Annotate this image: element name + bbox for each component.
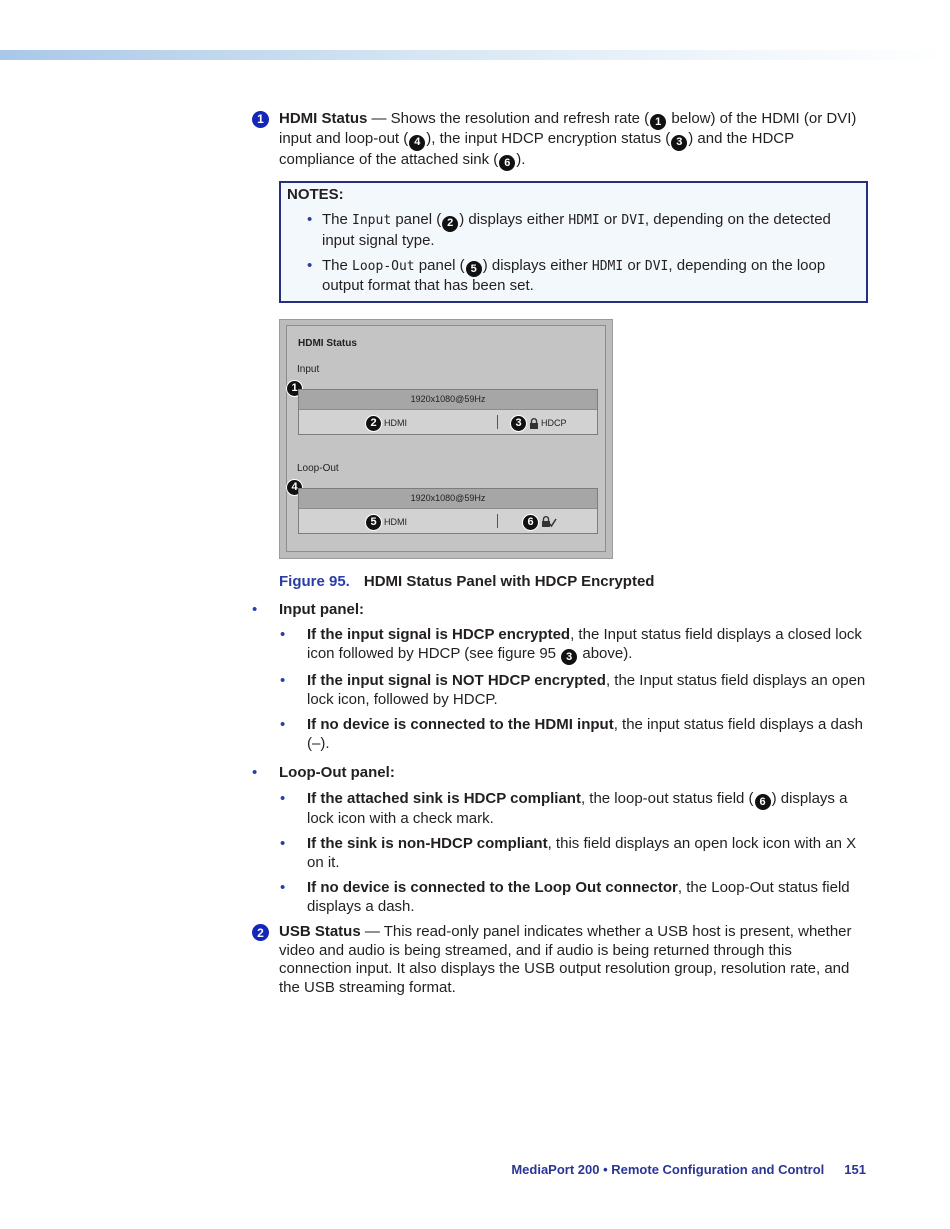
bullet-icon: • bbox=[307, 211, 313, 229]
ref-callout: 4 bbox=[409, 135, 425, 151]
input-status-box bbox=[298, 389, 598, 435]
note-item: • The Input panel ( 2 ) displays either HDMI or DVI, depending on the detected input signal type. bbox=[307, 211, 831, 249]
input-format-cell bbox=[365, 415, 407, 432]
bullet-icon: • bbox=[252, 600, 258, 618]
section-title: USB Status bbox=[279, 923, 361, 941]
bullet-icon: • bbox=[280, 672, 286, 689]
bullet-icon: • bbox=[252, 764, 258, 781]
section-title: HDMI Status bbox=[279, 110, 368, 127]
section-hdmi-status-text: HDMI Status — Shows the resolution and refresh rate ( 1 below) of the HDMI (or DVI) input and loop-out ( 4 ), the input HDCP encryption status ( 3 ) and the HDCP compliance of the attached sink ( 6 ). bbox=[279, 110, 868, 171]
divider bbox=[497, 514, 498, 528]
list-item: • If no device is connected to the Loop Out connector, the Loop-Out status field displays a dash. bbox=[280, 879, 850, 915]
loopout-status-box bbox=[298, 488, 598, 534]
section-usb-status bbox=[252, 923, 868, 997]
page-footer bbox=[511, 1162, 866, 1177]
bullet-icon: • bbox=[280, 835, 286, 853]
ref-callout: 2 bbox=[442, 216, 458, 232]
ref-callout: 1 bbox=[650, 114, 666, 130]
header-band bbox=[0, 50, 950, 60]
callout-6: 6 bbox=[522, 514, 539, 531]
ref-callout: 6 bbox=[499, 155, 515, 171]
section-usb-status-text: USB Status — This read-only panel indicates whether a USB host is present, whether video and audio is being streamed, and if audio is being returned through this connection input. It also displays the USB output resolution group, resolution rate, and the USB streaming format. bbox=[279, 923, 852, 996]
divider bbox=[497, 415, 498, 429]
input-hdcp-cell bbox=[510, 415, 567, 432]
lock-closed-icon bbox=[529, 418, 539, 429]
lock-check-icon bbox=[541, 516, 557, 528]
ref-callout: 3 bbox=[671, 135, 687, 151]
loopout-panel-heading: • Loop-Out panel: bbox=[252, 764, 395, 781]
loopout-resolution: 1920x1080@59Hz bbox=[299, 489, 597, 509]
hdmi-status-panel bbox=[286, 325, 606, 552]
loopout-status-row bbox=[299, 509, 597, 533]
input-format: HDMI bbox=[384, 418, 407, 429]
callout-number: 1 bbox=[252, 111, 269, 128]
bullet-icon: • bbox=[280, 879, 286, 897]
loopout-label: Loop-Out bbox=[297, 462, 339, 474]
list-item: • If the sink is non-HDCP compliant, this field displays an open lock icon with an X on it. bbox=[280, 835, 857, 871]
list-item: • If the input signal is NOT HDCP encrypted, the Input status field displays an open lock icon, followed by HDCP. bbox=[280, 672, 866, 708]
callout-5: 5 bbox=[365, 514, 382, 531]
ref-callout: 5 bbox=[466, 261, 482, 277]
notes-box bbox=[279, 181, 868, 303]
section-hdmi-status bbox=[252, 110, 868, 171]
input-label: Input bbox=[297, 363, 320, 375]
callout-2: 2 bbox=[365, 415, 382, 432]
footer-title: MediaPort 200 • Remote Configuration and Control bbox=[511, 1162, 825, 1177]
loopout-format-cell bbox=[365, 514, 407, 531]
panel-title: HDMI Status bbox=[298, 337, 357, 349]
figure-caption bbox=[279, 573, 868, 590]
note-item: • The Loop-Out panel ( 5 ) displays either HDMI or DVI, depending on the loop output format that has been set. bbox=[307, 257, 826, 295]
page-number: 151 bbox=[844, 1162, 866, 1177]
page-content bbox=[252, 110, 868, 997]
figure-number: Figure 95. bbox=[279, 572, 350, 590]
hdmi-status-screenshot bbox=[279, 319, 613, 559]
bullet-icon: • bbox=[307, 257, 313, 274]
callout-1: 1 bbox=[286, 380, 303, 397]
ref-callout: 3 bbox=[561, 649, 577, 665]
bullet-icon: • bbox=[280, 626, 286, 644]
callout-3: 3 bbox=[510, 415, 527, 432]
bullet-icon: • bbox=[280, 716, 286, 733]
input-resolution: 1920x1080@59Hz bbox=[299, 390, 597, 410]
input-status-row bbox=[299, 410, 597, 434]
ref-callout: 6 bbox=[755, 794, 771, 810]
figure-title: HDMI Status Panel with HDCP Encrypted bbox=[363, 572, 655, 590]
bullet-icon: • bbox=[280, 789, 286, 807]
input-panel-heading: • Input panel: bbox=[252, 600, 364, 618]
loopout-hdcp-cell bbox=[522, 514, 557, 531]
notes-title: NOTES: bbox=[287, 185, 344, 203]
callout-number: 2 bbox=[252, 924, 269, 941]
list-item: • If the attached sink is HDCP compliant, the loop-out status field ( 6 ) displays a lock icon with a check mark. bbox=[280, 789, 848, 827]
input-hdcp: HDCP bbox=[541, 418, 567, 429]
list-item: • If the input signal is HDCP encrypted, the Input status field displays a closed lock icon followed by HDCP (see figure 95 3 above). bbox=[252, 626, 868, 665]
callout-4: 4 bbox=[286, 479, 303, 496]
loopout-format: HDMI bbox=[384, 517, 407, 528]
list-item: • If no device is connected to the HDMI input, the input status field displays a dash (–). bbox=[280, 716, 864, 752]
